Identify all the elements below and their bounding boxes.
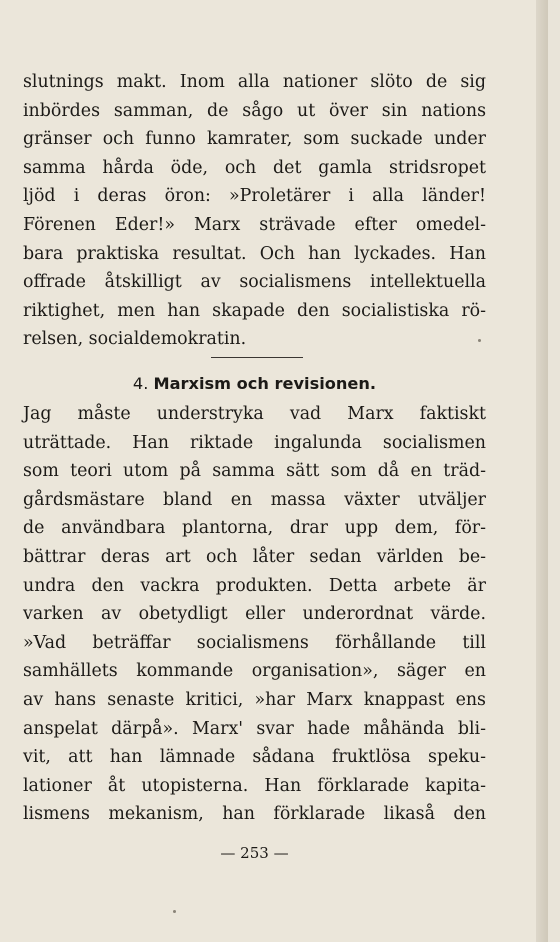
text-line: Jag måste understryka vad Marx faktiskt — [23, 404, 486, 424]
section-number: 4. — [132, 374, 149, 393]
text-line: de användbara plantorna, drar upp dem, för- — [23, 518, 486, 539]
text-line: gränser och funno kamrater, som suckade under — [23, 129, 486, 150]
text-line: Förenen Eder!» Marx strävade efter omedel- — [23, 215, 486, 235]
text-line: som teori utom på samma sätt som då en träd- — [23, 461, 486, 482]
page-edge-shadow — [536, 0, 548, 942]
text-line: inbördes samman, de sågo ut över sin nations — [23, 100, 486, 121]
text-line: undra den vackra produkten. Detta arbete är — [23, 575, 486, 596]
text-line: offrade åtskilligt av socialismens intellektuella — [23, 272, 486, 293]
text-line: bara praktiska resultat. Och han lyckades. Han — [23, 243, 486, 264]
text-line: slutnings makt. Inom alla nationer slöto de sig — [23, 72, 486, 92]
page-number: — 253 — — [220, 844, 289, 862]
text-line: varken av obetydligt eller underordnat värde. — [23, 604, 486, 625]
text-line: ljöd i deras öron: »Proletärer i alla länder! — [23, 186, 486, 207]
paper-speck — [478, 339, 481, 342]
text-line: gårdsmästare bland en massa växter utväljer — [23, 489, 486, 510]
text-line: vit, att han lämnade sådana fruktlösa speku- — [23, 747, 486, 768]
section-heading — [23, 371, 486, 397]
paper-speck — [173, 910, 176, 913]
text-line: relsen, socialdemokratin. — [23, 329, 247, 350]
text-line: lismens mekanism, han förklarade likaså den — [23, 804, 486, 825]
text-line: av hans senaste kritici, »har Marx knappast ens — [23, 690, 486, 710]
text-line: bättrar deras art och låter sedan världen be- — [23, 547, 486, 567]
text-line: samma hårda öde, och det gamla stridsropet — [23, 157, 486, 178]
section-divider — [211, 357, 303, 358]
text-line: »Vad beträffar socialismens förhållande till — [23, 632, 486, 653]
section-title: Marxism och revisionen. — [153, 374, 377, 393]
text-line: riktighet, men han skapade den socialistiska rö- — [23, 300, 486, 321]
text-line: uträttade. Han riktade ingalunda socialismen — [23, 432, 486, 453]
text-line: samhällets kommande organisation», säger en — [23, 661, 486, 682]
text-line: lationer åt utopisterna. Han förklarade kapita- — [23, 775, 486, 796]
text-line: anspelat därpå». Marx' svar hade måhända bli- — [23, 718, 486, 739]
